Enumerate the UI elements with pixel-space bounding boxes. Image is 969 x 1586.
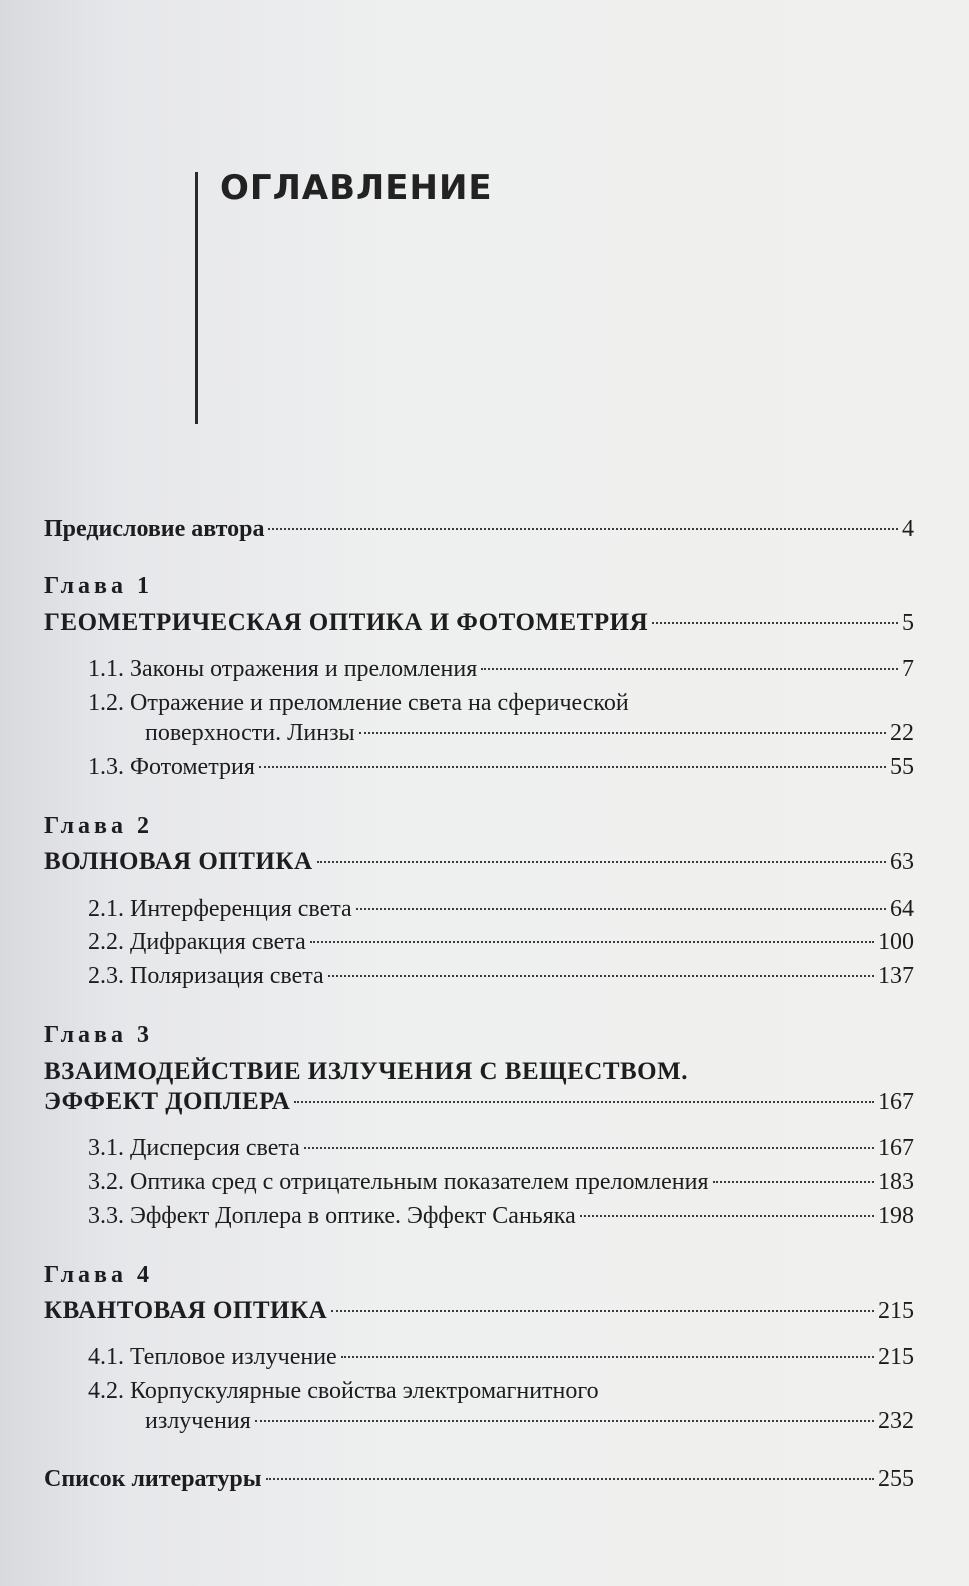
leader-dots — [266, 1478, 875, 1480]
toc-entry-section[interactable] — [88, 959, 914, 993]
page-number: 137 — [878, 963, 914, 989]
heading-rule — [195, 172, 198, 424]
chapter-label: Глава 4 — [44, 1262, 153, 1288]
toc-entry-preface[interactable] — [44, 512, 914, 546]
page-number: 5 — [902, 610, 914, 636]
toc-entry-section[interactable] — [88, 1199, 914, 1233]
leader-dots — [359, 732, 886, 734]
section-label: 3.2. Оптика сред с отрицательным показателем преломления — [88, 1169, 709, 1195]
chapter-label: Глава 2 — [44, 813, 153, 839]
section-label: 3.3. Эффект Доплера в оптике. Эффект Саньяка — [88, 1203, 576, 1229]
page-number: 215 — [878, 1344, 914, 1370]
section-label-line2: поверхности. Линзы — [145, 720, 355, 746]
toc-entry-section[interactable] — [88, 892, 914, 926]
page-number: 63 — [890, 849, 914, 875]
section-label-line1[interactable]: 1.2. Отражение и преломление света на сферической — [88, 690, 629, 716]
chapter-label: Глава 3 — [44, 1022, 153, 1048]
page-number: 167 — [878, 1135, 914, 1161]
chapter-title: ВОЛНОВАЯ ОПТИКА — [44, 848, 313, 875]
toc-entry-label: Список литературы — [44, 1466, 262, 1492]
section-label-line2: излучения — [145, 1408, 251, 1434]
leader-dots — [341, 1356, 874, 1358]
toc-entry-section[interactable] — [88, 1131, 914, 1165]
page-number: 55 — [890, 754, 914, 780]
page-number: 100 — [878, 929, 914, 955]
page-number: 7 — [902, 656, 914, 682]
toc-entry-chapter-4[interactable] — [44, 1294, 914, 1328]
chapter-label: Глава 1 — [44, 573, 153, 599]
leader-dots — [310, 941, 874, 943]
leader-dots — [652, 622, 898, 624]
page-number: 198 — [878, 1203, 914, 1229]
chapter-title-line2: ЭФФЕКТ ДОПЛЕРА — [44, 1088, 291, 1115]
chapter-title-line1[interactable]: ВЗАИМОДЕЙСТВИЕ ИЗЛУЧЕНИЯ С ВЕЩЕСТВОМ. — [44, 1058, 688, 1085]
toc-entry-section[interactable] — [145, 1404, 914, 1438]
leader-dots — [580, 1215, 874, 1217]
toc-entry-chapter-3[interactable] — [44, 1085, 914, 1119]
toc-entry-chapter-2[interactable] — [44, 845, 914, 879]
page-title: ОГЛАВЛЕНИЕ — [220, 168, 493, 208]
section-label: 2.1. Интерференция света — [88, 896, 352, 922]
leader-dots — [268, 528, 898, 530]
section-label: 2.3. Поляризация света — [88, 963, 324, 989]
section-label: 3.1. Дисперсия света — [88, 1135, 300, 1161]
leader-dots — [713, 1181, 874, 1183]
chapter-title: КВАНТОВАЯ ОПТИКА — [44, 1297, 328, 1324]
toc-entry-label: Предисловие автора — [44, 516, 265, 542]
toc-entry-section[interactable] — [88, 652, 914, 686]
toc-entry-section[interactable] — [88, 925, 914, 959]
page-number: 232 — [878, 1408, 914, 1434]
leader-dots — [328, 975, 874, 977]
page-number: 4 — [902, 516, 914, 542]
section-label: 1.3. Фотометрия — [88, 754, 255, 780]
page-number: 183 — [878, 1169, 914, 1195]
leader-dots — [481, 668, 898, 670]
toc-entry-section[interactable] — [88, 1340, 914, 1374]
leader-dots — [304, 1147, 874, 1149]
leader-dots — [317, 861, 886, 863]
section-label: 4.1. Тепловое излучение — [88, 1344, 337, 1370]
page-number: 64 — [890, 896, 914, 922]
page-number: 215 — [878, 1298, 914, 1324]
page-number: 167 — [878, 1089, 914, 1115]
chapter-title: ГЕОМЕТРИЧЕСКАЯ ОПТИКА И ФОТОМЕТРИЯ — [44, 609, 649, 636]
toc-entry-section[interactable] — [88, 1165, 914, 1199]
leader-dots — [331, 1310, 874, 1312]
section-label: 1.1. Законы отражения и преломления — [88, 656, 478, 682]
section-label: 2.2. Дифракция света — [88, 929, 306, 955]
toc-entry-references[interactable] — [44, 1462, 914, 1496]
toc-entry-chapter-1[interactable] — [44, 606, 914, 640]
leader-dots — [294, 1101, 874, 1103]
leader-dots — [356, 908, 886, 910]
section-label-line1[interactable]: 4.2. Корпускулярные свойства электромагнитного — [88, 1378, 599, 1404]
page-number: 255 — [878, 1466, 914, 1492]
page-number: 22 — [890, 720, 914, 746]
toc-entry-section[interactable] — [88, 750, 914, 784]
leader-dots — [259, 766, 886, 768]
toc-entry-section[interactable] — [145, 716, 914, 750]
leader-dots — [255, 1420, 874, 1422]
